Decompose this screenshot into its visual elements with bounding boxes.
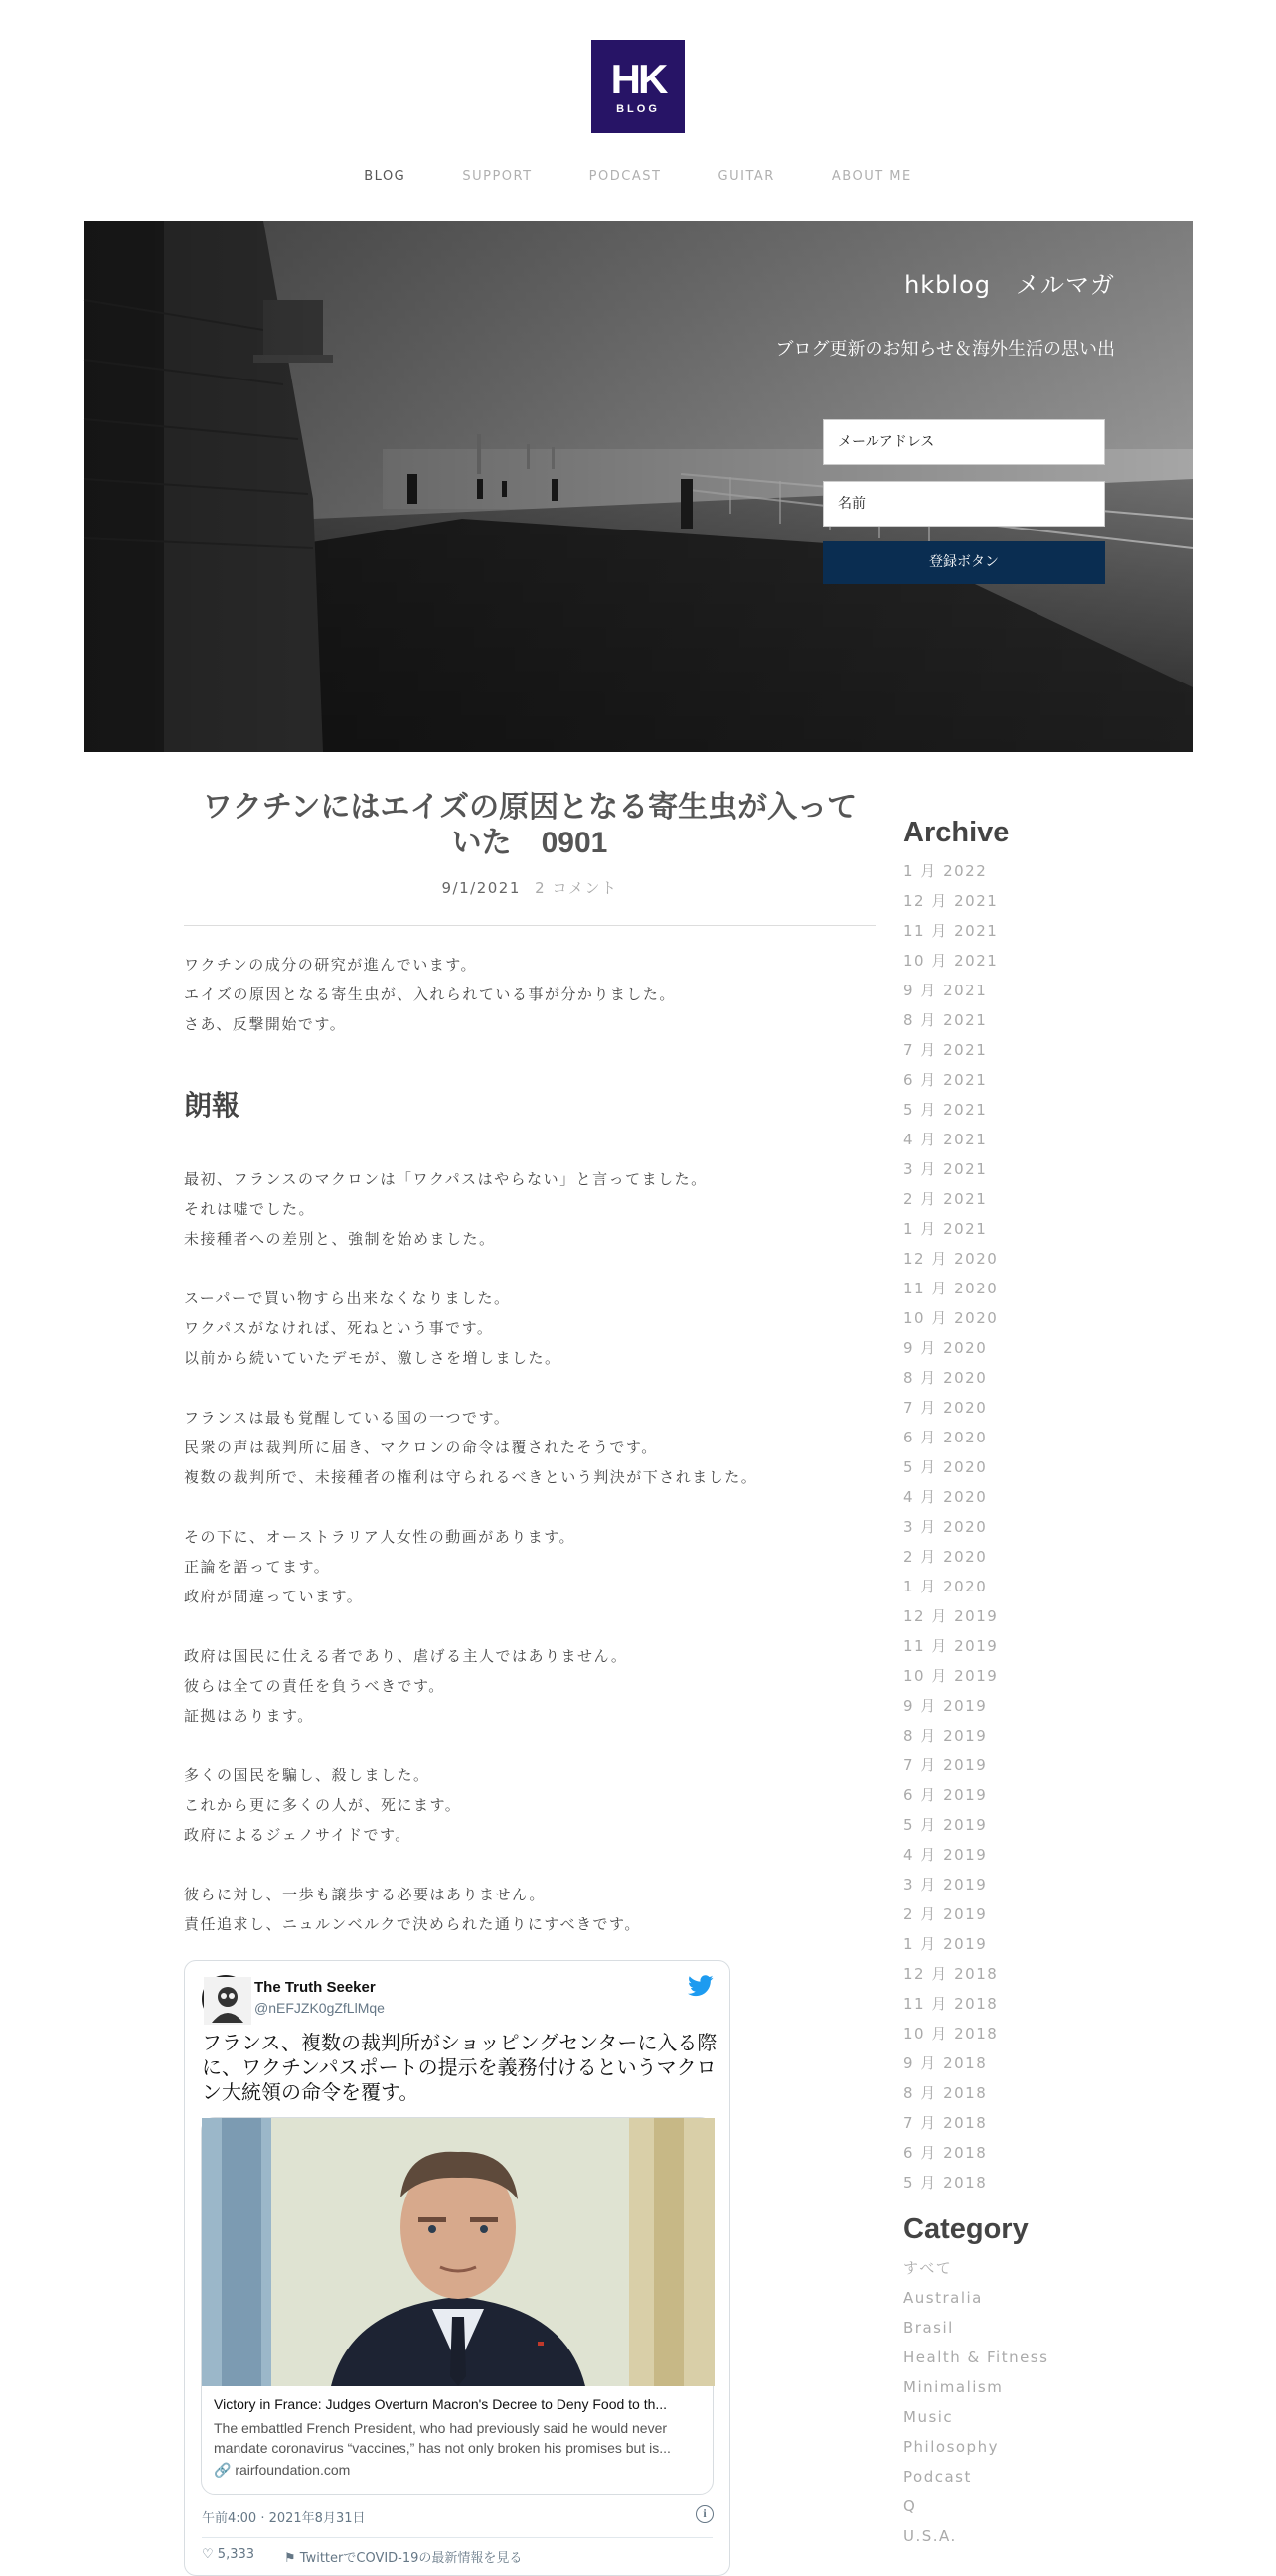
text-line: その下に、オーストラリア人女性の動画があります。	[184, 1528, 576, 1546]
archive-link[interactable]: 2 月 2019	[903, 1905, 988, 1923]
nav-about-me[interactable]: ABOUT ME	[831, 169, 912, 184]
archive-link[interactable]: 12 月 2018	[903, 1965, 999, 1983]
archive-link[interactable]: 7 月 2018	[903, 2114, 988, 2132]
archive-link[interactable]: 5 月 2020	[903, 1458, 988, 1476]
category-link[interactable]: Health & Fitness	[903, 2349, 1049, 2366]
archive-link[interactable]: 7 月 2019	[903, 1756, 988, 1774]
text-line: 彼らに対し、一歩も譲歩する必要はありません。	[184, 1886, 546, 1903]
post-paragraph	[184, 1164, 876, 1254]
archive-heading: Archive	[903, 817, 1010, 848]
text-line: 以前から続いていたデモが、激しさを増しました。	[184, 1349, 561, 1367]
newsletter-hero	[84, 221, 1193, 752]
like-button[interactable]	[202, 2547, 254, 2562]
post-paragraph	[184, 1760, 876, 1850]
archive-link[interactable]: 7 月 2020	[903, 1399, 988, 1417]
text-line: 複数の裁判所で、未接種者の権利は守られるべきという判決が下されました。	[184, 1468, 758, 1486]
sidebar	[903, 815, 1122, 2551]
category-link[interactable]: U.S.A.	[903, 2527, 957, 2545]
main-nav	[0, 165, 1276, 184]
flag-icon: ⚑	[284, 2551, 296, 2566]
nav-guitar[interactable]: GUITAR	[718, 169, 775, 184]
archive-link[interactable]: 1 月 2019	[903, 1935, 988, 1953]
blog-post	[184, 790, 876, 1939]
text-line: ワクパスがなければ、死ねという事です。	[184, 1319, 494, 1337]
text-line: それは嘘でした。	[184, 1200, 316, 1218]
archive-link[interactable]: 11 月 2018	[903, 1995, 999, 2013]
post-title[interactable]: ワクチンにはエイズの原因となる寄生虫が入っていた 0901	[202, 791, 858, 859]
archive-link[interactable]: 6 月 2018	[903, 2144, 988, 2162]
section-heading: 朗報	[184, 1090, 240, 1121]
avatar-image	[204, 1977, 251, 2025]
archive-link[interactable]: 8 月 2021	[903, 1011, 988, 1029]
text-line: 政府が間違っています。	[184, 1588, 364, 1605]
archive-link[interactable]: 6 月 2021	[903, 1071, 988, 1089]
archive-link[interactable]: 12 月 2021	[903, 892, 999, 910]
tweet-avatar[interactable]	[202, 1975, 249, 2023]
archive-link[interactable]: 9 月 2018	[903, 2054, 988, 2072]
post-paragraph	[184, 1880, 876, 1939]
archive-link[interactable]: 5 月 2019	[903, 1816, 988, 1834]
subscribe-button[interactable]: 登録ボタン	[823, 541, 1105, 584]
text-line: 多くの国民を騙し、殺しました。	[184, 1766, 430, 1784]
post-meta	[184, 877, 876, 898]
text-line: スーパーで買い物すら出来なくなりました。	[184, 1289, 511, 1307]
text-line: ワクチンの成分の研究が進んでいます。	[184, 956, 478, 974]
text-line: 彼らは全ての責任を負うべきです。	[184, 1677, 445, 1695]
category-link[interactable]: Minimalism	[903, 2378, 1004, 2396]
category-link[interactable]: Music	[903, 2408, 954, 2426]
text-line: 政府は国民に仕える者であり、虐げる主人ではありません。	[184, 1647, 628, 1665]
category-link[interactable]: Podcast	[903, 2468, 972, 2486]
text-line: 政府によるジェノサイドです。	[184, 1826, 411, 1844]
text-line: 証拠はあります。	[184, 1707, 314, 1725]
archive-link[interactable]: 9 月 2019	[903, 1697, 988, 1715]
tweet-timestamp[interactable]: 午前4:00 · 2021年8月31日	[202, 2511, 366, 2526]
archive-link[interactable]: 11 月 2021	[903, 922, 999, 940]
archive-link[interactable]: 11 月 2019	[903, 1637, 999, 1655]
archive-link[interactable]: 5 月 2018	[903, 2174, 988, 2192]
archive-link[interactable]: 12 月 2019	[903, 1607, 999, 1625]
archive-link[interactable]: 10 月 2021	[903, 952, 999, 970]
archive-link[interactable]: 10 月 2019	[903, 1667, 999, 1685]
archive-link[interactable]: 8 月 2019	[903, 1727, 988, 1744]
archive-link[interactable]: 2 月 2020	[903, 1548, 988, 1566]
logo-mark: HK	[610, 56, 666, 102]
post-paragraph	[184, 1284, 876, 1373]
category-link[interactable]: Philosophy	[903, 2438, 999, 2456]
post-paragraph	[184, 1641, 876, 1731]
post-date[interactable]: 9/1/2021	[441, 879, 521, 897]
archive-link[interactable]: 1 月 2021	[903, 1220, 988, 1238]
newsletter-subtitle: ブログ更新のお知らせ＆海外生活の思い出	[775, 339, 1115, 360]
archive-link[interactable]: 1 月 2020	[903, 1578, 988, 1595]
category-link[interactable]: Brasil	[903, 2319, 954, 2337]
card-domain: rairfoundation.com	[235, 2462, 351, 2478]
category-link[interactable]: すべて	[903, 2259, 953, 2277]
like-count: 5,333	[217, 2547, 255, 2562]
divider	[202, 2537, 713, 2538]
post-paragraph	[184, 950, 876, 1039]
email-field[interactable]: メールアドレス	[823, 419, 1105, 465]
info-icon[interactable]: i	[696, 2505, 714, 2523]
archive-link[interactable]: 4 月 2021	[903, 1131, 988, 1148]
site-logo[interactable]	[591, 40, 685, 133]
nav-podcast[interactable]: PODCAST	[588, 169, 662, 184]
text-line: これから更に多くの人が、死にます。	[184, 1796, 462, 1814]
archive-link[interactable]: 5 月 2021	[903, 1101, 988, 1119]
logo-text: BLOG	[616, 103, 660, 115]
archive-link[interactable]: 9 月 2020	[903, 1339, 988, 1357]
category-heading: Category	[903, 2213, 1029, 2245]
text-line: 未接種者への差別と、強制を始めました。	[184, 1230, 496, 1248]
newsletter-title: hkblog メルマガ	[904, 271, 1115, 299]
twitter-bird-icon[interactable]	[688, 1975, 714, 1997]
archive-link[interactable]: 6 月 2020	[903, 1429, 988, 1446]
tweet-text: フランス、複数の裁判所がショッピングセンターに入る際に、ワクチンパスポートの提示を義務付けるというマクロン大統領の命令を覆す。	[202, 2031, 718, 2104]
text-line: フランスは最も覚醒している国の一つです。	[184, 1409, 511, 1427]
archive-link[interactable]: 10 月 2018	[903, 2025, 999, 2043]
post-paragraph	[184, 1522, 876, 1611]
nav-blog[interactable]: BLOG	[364, 169, 406, 184]
name-field[interactable]: 名前	[823, 481, 1105, 527]
heart-icon: ♡	[202, 2547, 214, 2562]
archive-link[interactable]: 8 月 2018	[903, 2084, 988, 2102]
archive-link[interactable]: 3 月 2021	[903, 1160, 988, 1178]
category-list	[903, 2253, 1122, 2551]
archive-link[interactable]: 12 月 2020	[903, 1250, 999, 1268]
archive-link[interactable]: 7 月 2021	[903, 1041, 988, 1059]
archive-link[interactable]: 11 月 2020	[903, 1280, 999, 1297]
category-link[interactable]: Australia	[903, 2289, 983, 2307]
archive-link[interactable]: 3 月 2019	[903, 1876, 988, 1894]
divider	[184, 925, 876, 926]
archive-link[interactable]: 1 月 2022	[903, 862, 988, 880]
archive-link[interactable]: 8 月 2020	[903, 1369, 988, 1387]
tweet-link-card[interactable]	[201, 2117, 714, 2495]
text-line: エイズの原因となる寄生虫が、入れられている事が分かりました。	[184, 985, 676, 1003]
archive-link[interactable]: 6 月 2019	[903, 1786, 988, 1804]
tweet-author-handle[interactable]: @nEFJZK0gZfLlMqe	[254, 2000, 385, 2016]
archive-link[interactable]: 10 月 2020	[903, 1309, 999, 1327]
post-paragraph	[184, 1403, 876, 1492]
archive-link[interactable]: 4 月 2020	[903, 1488, 988, 1506]
link-icon: 🔗	[214, 2462, 232, 2478]
text-line: 正論を語ってます。	[184, 1558, 331, 1576]
covid-info-text: TwitterでCOVID-19の最新情報を見る	[299, 2551, 523, 2566]
text-line: 最初、フランスのマクロンは「ワクパスはやらない」と言ってました。	[184, 1170, 708, 1188]
card-link	[214, 2462, 350, 2479]
archive-link[interactable]: 9 月 2021	[903, 982, 988, 999]
covid-info-link[interactable]	[284, 2547, 522, 2566]
card-title: Victory in France: Judges Overturn Macron's Decree to Deny Food to th...	[214, 2396, 668, 2412]
archive-list	[903, 856, 1122, 2197]
text-line: 責任追求し、ニュルンベルクで決められた通りにすべきです。	[184, 1915, 641, 1933]
archive-link[interactable]: 4 月 2019	[903, 1846, 988, 1864]
tweet-author-name[interactable]: The Truth Seeker	[254, 1979, 376, 1996]
archive-link[interactable]: 3 月 2020	[903, 1518, 988, 1536]
archive-link[interactable]: 2 月 2021	[903, 1190, 988, 1208]
post-comments-link[interactable]: 2 コメント	[535, 879, 618, 897]
text-line: 民衆の声は裁判所に届き、マクロンの命令は覆されたそうです。	[184, 1439, 658, 1456]
text-line: さあ、反撃開始です。	[184, 1015, 347, 1033]
category-link[interactable]: Q	[903, 2498, 917, 2515]
nav-support[interactable]: SUPPORT	[462, 169, 533, 184]
embedded-tweet[interactable]	[184, 1960, 730, 2576]
card-image	[202, 2118, 715, 2386]
card-description: The embattled French President, who had previously said he would never mandate coronavirus “vaccines,” has not only broken his promises but is...	[214, 2420, 671, 2456]
